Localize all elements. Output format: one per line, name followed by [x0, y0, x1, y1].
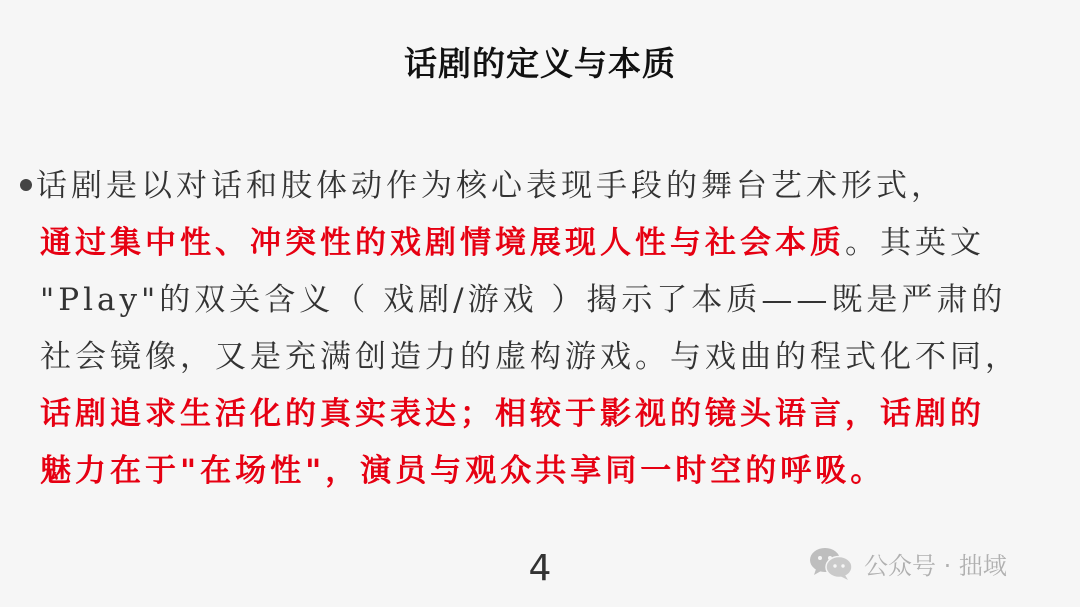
paragraph-line-1	[20, 158, 1070, 215]
bullet-icon	[20, 179, 32, 191]
paragraph-line-5	[20, 386, 1070, 443]
paragraph-line-6	[20, 443, 1070, 500]
wechat-icon	[808, 545, 854, 581]
body-paragraph	[20, 158, 1070, 500]
highlight-text: 魅力在于"在场性"，演员与观众共享同一时空的呼吸。	[40, 453, 886, 489]
paragraph-line-2	[20, 215, 1070, 272]
highlight-text: 通过集中性、冲突性的戏剧情境展现人性与社会本质	[40, 225, 845, 261]
watermark-text: 公众号 · 拙域	[864, 551, 1007, 580]
watermark	[808, 541, 1007, 585]
paragraph-line-4-text: 社会镜像，又是充满创造力的虚构游戏。与戏曲的程式化不同，	[40, 339, 1020, 375]
paragraph-line-3-text: "Play"的双关含义（ 戏剧/游戏 ）揭示了本质——既是严肃的	[40, 282, 1007, 318]
paragraph-line-4	[20, 329, 1070, 386]
paragraph-line-2-text: 。其英文	[845, 225, 985, 261]
paragraph-line-1-text: 话剧是以对话和肢体动作为核心表现手段的舞台艺术形式，	[36, 168, 946, 204]
page-number: 4	[528, 548, 552, 589]
page-title: 话剧的定义与本质	[404, 44, 676, 83]
paragraph-line-3	[20, 272, 1070, 329]
highlight-text: 话剧追求生活化的真实表达；相较于影视的镜头语言，话剧的	[40, 396, 985, 432]
